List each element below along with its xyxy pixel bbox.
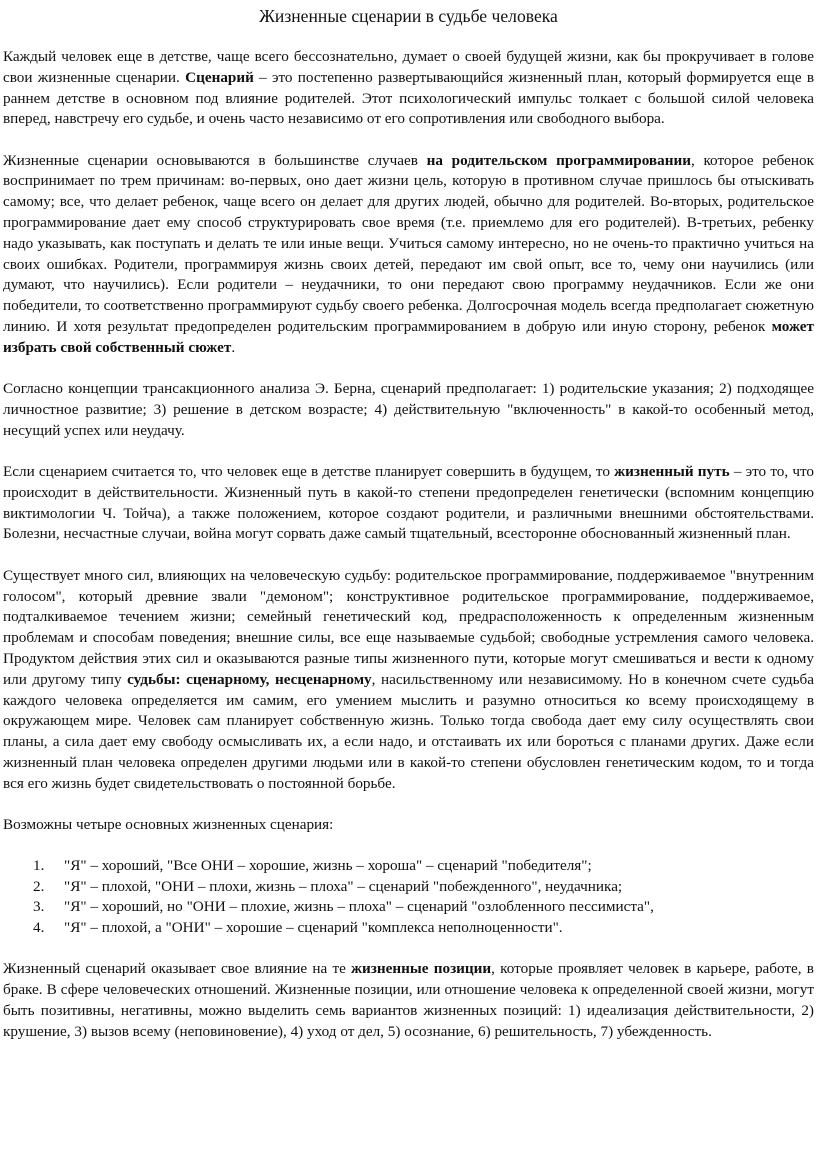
bold-term-scenario: Сценарий — [185, 68, 254, 86]
text-run: Жизненные сценарии основываются в большинстве случаев — [3, 151, 427, 169]
bold-term-life-positions: жизненные позиции — [351, 960, 492, 978]
list-item: "Я" – плохой, "ОНИ – плохи, жизнь – плоха" – сценарий "побежденного", неудачника; — [64, 877, 623, 895]
paragraph-berne: Согласно концепции трансакционного анализа Э. Берна, сценарий предполагает: 1) родительские указания; 2) подходящее личностное развитие; 3) решение в детском возрасте; 4) действительную "включенность" в какой-то особенный метод, несущий успех или неудачу. — [3, 380, 814, 439]
list-item: "Я" – плохой, а "ОНИ" – хорошие – сценарий "комплекса неполноценности". — [64, 919, 563, 937]
bold-term-parental-programming: на родительском программировании — [426, 151, 691, 169]
text-run: , которые проявляет человек в карьере, работе, в браке. В сфере человеческих отношений. Жизненные позиции, или отношение человека к определенной своей жизни, могут быть позитивны, негативны, можно выделить семь вариантов жизненных позиций: 1) идеализация действительности, 2) крушение, 3) вызов всему (неповиновение), 4) уход от дел, 5) осознание, 6) решительность, 7) убежденность. — [3, 960, 814, 1040]
paragraph-forces — [3, 566, 814, 795]
text-run: Существует много сил, влияющих на человеческую судьбу: родительское программирование, поддерживаемое "внутренним голосом", который древние звали "демоном"; конструктивное родительское программирование, поддерживаемое, подталкиваемое течением жизни; семейный генетический код, предрасположенность к определенным жизненным проблемам и способам поведения; внешние силы, все еще называемые судьбой; свободные устремления самого человека. Продуктом действия этих сил и оказываются разные типы жизненного пути, которые могут смешиваться и вести к одному или другому типу — [3, 566, 814, 688]
list-item: "Я" – хороший, "Все ОНИ – хорошие, жизнь – хороша" – сценарий "победителя"; — [64, 856, 592, 874]
paragraph-four-scenarios: Возможны четыре основных жизненных сценария: — [3, 816, 334, 833]
document-title: Жизненные сценарии в судьбе человека — [259, 6, 558, 26]
text-run: – это постепенно развертывающийся жизненный план, который формируется еще в раннем детстве в основном под влияние родителей. Этот психологический импульс толкает с большой силой человека вперед, навстречу его судьбе, и очень часто независимо от его сопротивления или свободного выбора. — [3, 68, 814, 128]
text-run: Каждый человек еще в детстве, чаще всего бессознательно, думает о своей будущей жизни, как бы прокручивает в голове свои жизненные сценарии. — [3, 48, 814, 86]
bold-term-life-path: жизненный путь — [614, 463, 730, 481]
text-run: Если сценарием считается то, что человек еще в детстве планирует совершить в будущем, то — [3, 463, 615, 481]
text-run: , насильственному или независимому. Но в конечном счете судьба каждого человека определяется им самим, его умением мыслить и разумно относиться ко всему происходящему в окружающем мире. Человек сам планирует собственную жизнь. Только тогда свобода дает ему силу осуществлять свои планы, а сила дает ему свободу осмысливать их, а если надо, и отстаивать их или бороться с планами других. Даже если жизненный план человека определен другими людьми или в какой-то степени обусловлен генетическим кодом, то и тогда вся его жизнь будет свидетельствовать о постоянной борьбе. — [3, 670, 814, 792]
paragraph-intro — [3, 47, 814, 130]
text-run: . — [231, 338, 236, 356]
bold-term-fate-types: судьбы: сценарному, несценарному — [127, 670, 372, 688]
bold-term-own-plot: может избрать свой собственный сюжет — [3, 318, 814, 356]
text-run: Жизненный сценарий оказывает свое влияние на те — [3, 960, 352, 978]
list-item: "Я" – хороший, но "ОНИ – плохие, жизнь – плоха" – сценарий "озлобленного пессимиста", — [64, 898, 654, 916]
scenario-list — [3, 856, 814, 939]
paragraph-life-positions — [3, 959, 814, 1042]
paragraph-life-path — [3, 462, 814, 545]
paragraph-parental-programming — [3, 151, 814, 359]
text-run: , которое ребенок воспринимает по трем причинам: во-первых, оно дает жизни цель, которую в противном случае пришлось бы отыскивать самому; все, что делает ребенок, чаще всего он делает для других людей, обычно для родителей. Во-вторых, родительское программирование дает ему способ структурировать свое время (т.е. приемлемо для его родителей). В-третьих, ребенку надо указывать, как поступать и делать те или иные вещи. Учиться самому интересно, но не очень-то практично учиться на своих ошибках. Родители, программируя жизнь своих детей, передают им свой опыт, все то, чему они научились (или думают, что научились). Если родители – неудачники, то они передают свою программу неудачников. Если же они победители, то соответственно программируют судьбу своего ребенка. Долгосрочная модель всегда предполагает сюжетную линию. И хотя результат предопределен родительским программированием в добрую или иную сторону, ребенок — [3, 151, 814, 336]
text-run: – это то, что происходит в действительности. Жизненный путь в какой-то степени предопределен генетически (вспомним концепцию виктимологии Ч. Тойча), а также положением, которое создают родители, и различными внешними обстоятельствами. Болезни, несчастные случаи, война могут сорвать даже самый тщательный, всесторонне обоснованный жизненный план. — [3, 463, 815, 543]
